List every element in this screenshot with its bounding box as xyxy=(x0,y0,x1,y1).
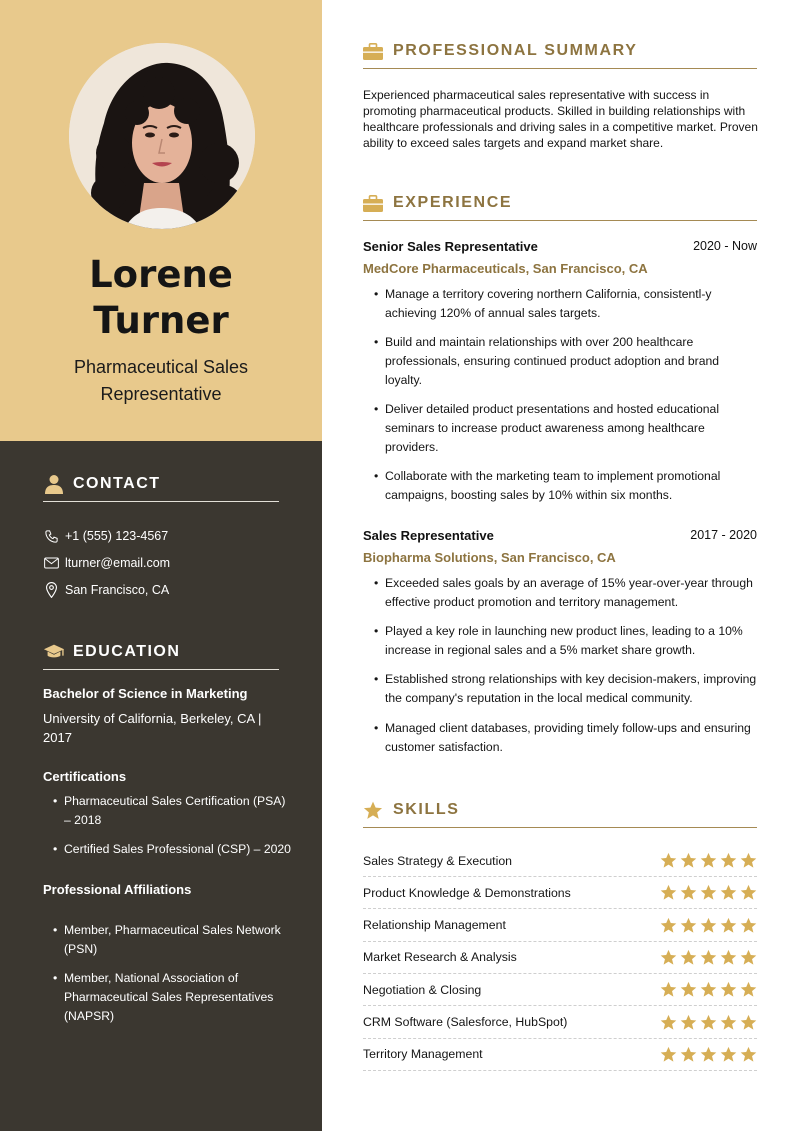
skill-rating xyxy=(660,884,757,901)
rating-star-icon xyxy=(680,949,697,966)
rating-star-icon xyxy=(740,852,757,869)
skill-name: Territory Management xyxy=(363,1047,483,1062)
job-dates: 2017 - 2020 xyxy=(690,528,757,542)
job-bullet: • Build and maintain relationships with over 200 healthcare professionals, ensuring continued product adoption and brand loyalty. xyxy=(374,333,754,390)
skill-rating xyxy=(660,852,757,869)
phone-icon xyxy=(43,528,59,544)
rating-star-icon xyxy=(720,852,737,869)
job-bullet: • Deliver detailed product presentations and hosted educational seminars to increase product awareness among healthcare providers. xyxy=(374,400,754,457)
rating-star-icon xyxy=(720,917,737,934)
rating-star-icon xyxy=(740,917,757,934)
skill-name: Product Knowledge & Demonstrations xyxy=(363,885,571,900)
rating-star-icon xyxy=(740,949,757,966)
rating-star-icon xyxy=(700,949,717,966)
rating-star-icon xyxy=(700,917,717,934)
contact-heading xyxy=(43,473,279,502)
job-dates: 2020 - Now xyxy=(693,239,757,253)
rating-star-icon xyxy=(700,981,717,998)
rating-star-icon xyxy=(720,949,737,966)
summary-heading-label: PROFESSIONAL SUMMARY xyxy=(393,42,638,59)
skill-rating xyxy=(660,917,757,934)
school-line-1: University of California, Berkeley, CA | xyxy=(43,711,262,726)
affiliations-heading: Professional Affiliations xyxy=(43,882,192,897)
summary-text: Experienced pharmaceutical sales representative with success in promoting pharmaceutical products. Skilled in building relationships with healthcare professionals and driving sales in a competitive market. Proven ability to exceed sales targets and expand market share. xyxy=(363,88,758,150)
rating-star-icon xyxy=(680,1046,697,1063)
mail-icon xyxy=(43,555,59,571)
contact-email xyxy=(43,555,170,571)
affiliation-item: • Member, National Association of Pharmaceutical Sales Representatives (NAPSR) xyxy=(53,969,298,1026)
experience-heading-label: EXPERIENCE xyxy=(393,194,513,211)
education-heading-label: EDUCATION xyxy=(73,643,181,660)
rating-star-icon xyxy=(680,981,697,998)
certifications-heading: Certifications xyxy=(43,769,127,784)
user-icon xyxy=(43,473,65,495)
rating-star-icon xyxy=(660,852,677,869)
rating-star-icon xyxy=(740,884,757,901)
school xyxy=(43,709,283,747)
skill-rating xyxy=(660,981,757,998)
location-text: San Francisco, CA xyxy=(65,583,170,597)
skill-row xyxy=(363,974,757,1006)
rating-star-icon xyxy=(680,852,697,869)
summary-heading xyxy=(363,42,757,69)
location-pin-icon xyxy=(43,582,59,598)
job-bullet: • Played a key role in launching new product lines, leading to a 10% increase in regional sales and a 5% market share growth. xyxy=(374,622,764,660)
rating-star-icon xyxy=(660,949,677,966)
rating-star-icon xyxy=(660,981,677,998)
rating-star-icon xyxy=(740,1046,757,1063)
rating-star-icon xyxy=(680,1014,697,1031)
rating-star-icon xyxy=(660,917,677,934)
skill-row xyxy=(363,1007,757,1039)
contact-location xyxy=(43,582,169,598)
rating-star-icon xyxy=(720,1046,737,1063)
rating-star-icon xyxy=(700,1046,717,1063)
school-line-2: 2017 xyxy=(43,730,72,745)
rating-star-icon xyxy=(720,1014,737,1031)
job-bullet: • Exceeded sales goals by an average of 15% year-over-year through effective product promotion and territory management. xyxy=(374,574,772,612)
skill-name: CRM Software (Salesforce, HubSpot) xyxy=(363,1015,568,1029)
rating-star-icon xyxy=(740,981,757,998)
profile-photo xyxy=(69,43,255,229)
rating-star-icon xyxy=(660,1046,677,1063)
rating-star-icon xyxy=(680,917,697,934)
skills-heading-label: SKILLS xyxy=(393,801,460,818)
rating-star-icon xyxy=(720,981,737,998)
job-bullet: • Established strong relationships with key decision-makers, improving the company's reputation in the local medical community. xyxy=(374,670,774,708)
last-name: Turner xyxy=(93,299,229,342)
email-text: lturner@email.com xyxy=(65,556,171,570)
rating-star-icon xyxy=(700,852,717,869)
job-bullet: • Manage a territory covering northern California, consistentl-y achieving 120% of annual sales targets. xyxy=(374,285,734,323)
briefcase-icon xyxy=(363,194,383,212)
star-icon xyxy=(363,801,383,819)
skill-name: Sales Strategy & Execution xyxy=(363,853,513,868)
rating-star-icon xyxy=(720,884,737,901)
skill-rating xyxy=(660,949,757,966)
first-name: Lorene xyxy=(89,253,233,296)
certification-item: • Certified Sales Professional (CSP) – 2020 xyxy=(53,840,293,859)
rating-star-icon xyxy=(700,884,717,901)
briefcase-icon xyxy=(363,42,383,60)
skill-row xyxy=(363,877,757,909)
skill-row xyxy=(363,942,757,974)
job-bullet: • Managed client databases, providing timely follow-ups and ensuring customer satisfaction. xyxy=(374,719,772,757)
job-title: Sales Representative xyxy=(363,528,494,543)
rating-star-icon xyxy=(740,1014,757,1031)
phone-text: +1 (555) 123-4567 xyxy=(65,529,169,543)
skills-heading xyxy=(363,801,757,828)
contact-heading-label: CONTACT xyxy=(73,475,161,492)
role-line-1: Pharmaceutical Sales xyxy=(73,357,249,377)
degree: Bachelor of Science in Marketing xyxy=(43,686,248,701)
candidate-name xyxy=(0,252,322,344)
role-line-2: Representative xyxy=(100,384,222,404)
certification-item: • Pharmaceutical Sales Certification (PSA) – 2018 xyxy=(53,792,293,830)
job-company: MedCore Pharmaceuticals, San Francisco, CA xyxy=(363,261,648,276)
rating-star-icon xyxy=(700,1014,717,1031)
skill-row xyxy=(363,1039,757,1071)
rating-star-icon xyxy=(660,1014,677,1031)
job-bullet: • Collaborate with the marketing team to implement promotional campaigns, boosting sales by 10% within six months. xyxy=(374,467,754,505)
job-company: Biopharma Solutions, San Francisco, CA xyxy=(363,550,616,565)
graduation-cap-icon xyxy=(43,641,65,663)
experience-heading xyxy=(363,194,757,221)
skill-row xyxy=(363,845,757,877)
skill-name: Relationship Management xyxy=(363,918,506,933)
affiliation-item: • Member, Pharmaceutical Sales Network (PSN) xyxy=(53,921,298,959)
job-title: Senior Sales Representative xyxy=(363,239,538,254)
contact-phone xyxy=(43,528,168,544)
skill-name: Negotiation & Closing xyxy=(363,982,482,997)
skill-rating xyxy=(660,1046,757,1063)
rating-star-icon xyxy=(680,884,697,901)
skill-row xyxy=(363,910,757,942)
skill-rating xyxy=(660,1014,757,1031)
rating-star-icon xyxy=(660,884,677,901)
job-role xyxy=(40,354,282,408)
skill-name: Market Research & Analysis xyxy=(363,950,517,965)
education-heading xyxy=(43,641,279,670)
